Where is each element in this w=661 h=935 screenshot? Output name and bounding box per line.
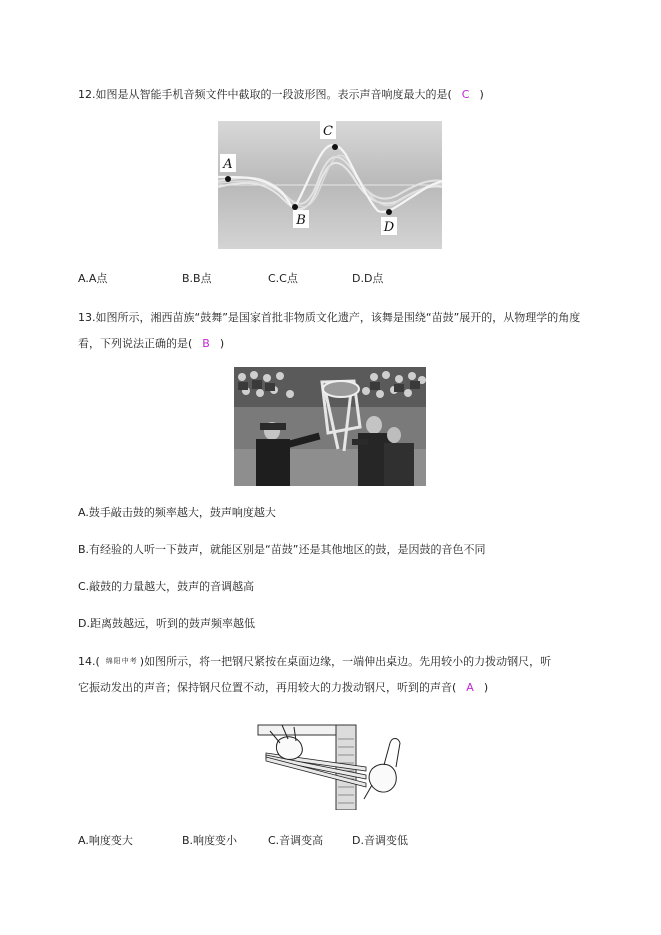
q14-prefix: 14.(	[78, 655, 100, 668]
q14-source-tag: 绵阳中考	[105, 657, 138, 665]
label-b: B	[296, 213, 306, 228]
q12-stem	[78, 88, 484, 102]
q14-option-c: C.音调变高	[268, 834, 324, 847]
q13-drum-dance-photo	[234, 367, 426, 486]
q12-option-c: C.C点	[268, 272, 298, 285]
q12-answer: C	[461, 88, 470, 101]
q13-stem-line1: 13.如图所示，湘西苗族“鼓舞”是国家首批非物质文化遗产，该舞是围绕“苗鼓”展开的，从物理学的角度	[78, 311, 581, 324]
label-a: A	[223, 157, 233, 172]
q14-stem-line1	[78, 655, 551, 670]
label-c: C	[323, 124, 333, 139]
q14-stem-text2: 它振动发出的声音；保持钢尺位置不动，再用较大的力拨动钢尺，听到的声音(	[78, 681, 457, 694]
q13-option-a: A.鼓手敲击鼓的频率越大，鼓声响度越大	[78, 506, 276, 519]
q12-stem-text: 12.如图是从智能手机音频文件中截取的一段波形图。表示声音响度最大的是(	[78, 88, 452, 101]
q14-stem-line2	[78, 681, 488, 695]
q13-answer: B	[202, 337, 210, 350]
q14-ruler-figure	[256, 713, 406, 810]
q14-option-a: A.响度变大	[78, 834, 133, 847]
q12-option-b: B.B点	[182, 272, 212, 285]
q12-option-a: A.A点	[78, 272, 108, 285]
q13-option-b: B.有经验的人听一下鼓声，就能区别是“苗鼓”还是其他地区的鼓，是因鼓的音色不同	[78, 543, 486, 556]
q14-close-paren: )	[483, 681, 489, 694]
q13-option-d: D.距离鼓越远，听到的鼓声频率越低	[78, 617, 255, 630]
q12-close-paren: )	[479, 88, 484, 101]
q13-close-paren: )	[219, 337, 225, 350]
q13-stem-text: 看，下列说法正确的是(	[78, 337, 193, 350]
q14-stem-text1: )如图所示，将一把钢尺紧按在桌面边缘，一端伸出桌边。先用较小的力拨动钢尺，听	[139, 655, 552, 668]
q12-option-d: D.D点	[352, 272, 384, 285]
q13-stem-line2	[78, 337, 224, 351]
q14-option-b: B.响度变小	[182, 834, 238, 847]
q14-answer: A	[466, 681, 474, 694]
label-d: D	[383, 220, 395, 235]
q13-option-c: C.敲鼓的力量越大，鼓声的音调越高	[78, 580, 255, 593]
q12-waveform-figure	[218, 121, 442, 249]
q14-option-d: D.音调变低	[352, 834, 408, 847]
